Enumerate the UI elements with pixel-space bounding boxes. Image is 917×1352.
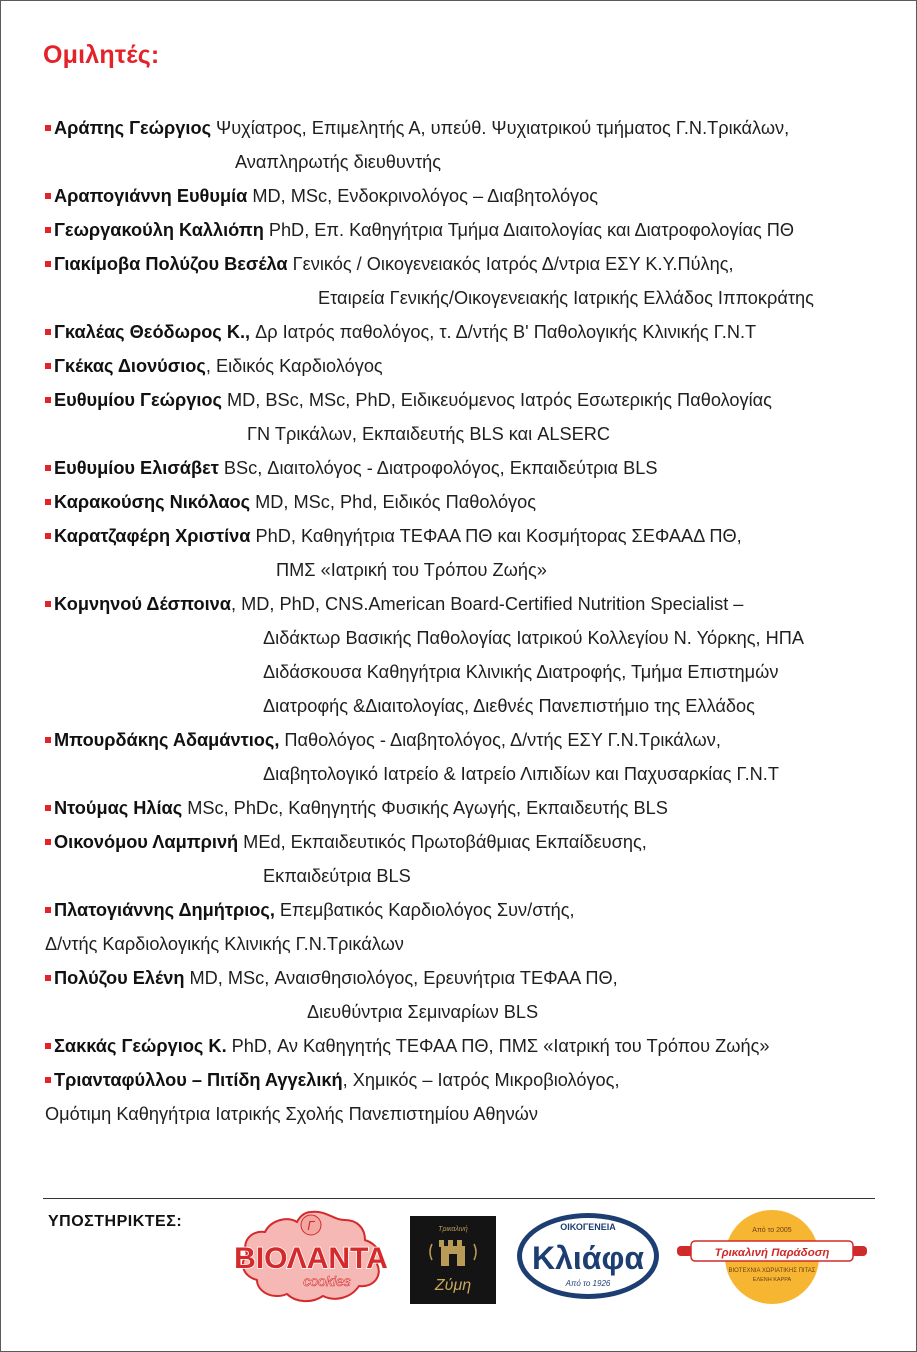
speaker-entry bbox=[45, 488, 905, 522]
speaker-role: PhD, Αν Καθηγητής ΤΕΦΑΑ ΠΘ, ΠΜΣ «Ιατρική του Τρόπου Ζωής» bbox=[231, 1036, 770, 1056]
speaker-role: Εκπαιδεύτρια BLS bbox=[263, 866, 411, 886]
speaker-name: Πλατογιάννης Δημήτριος, bbox=[54, 900, 275, 920]
speaker-line-cont bbox=[45, 148, 905, 182]
speaker-line-cont bbox=[45, 930, 905, 964]
bullet-icon bbox=[45, 1077, 51, 1083]
speaker-role: Παθολόγος - Διαβητολόγος, Δ/ντής ΕΣΥ Γ.Ν.Τρικάλων, bbox=[284, 730, 721, 750]
speaker-role: Γενικός / Οικογενειακός Ιατρός Δ/ντρια ΕΣΥ Κ.Υ.Πύλης, bbox=[292, 254, 734, 274]
speaker-name: Καρατζαφέρη Χριστίνα bbox=[54, 526, 251, 546]
speaker-entry bbox=[45, 182, 905, 216]
speaker-entry bbox=[45, 1066, 905, 1134]
speaker-entry bbox=[45, 964, 905, 1032]
speaker-role: MSc, PhDc, Καθηγητής Φυσικής Αγωγής, Εκπαιδευτής BLS bbox=[187, 798, 668, 818]
paradosi-sub2-text: ΕΛΕΝΗ ΚΑΡΡΑ bbox=[752, 1277, 792, 1283]
speaker-role: Επεμβατικός Καρδιολόγος Συν/στής, bbox=[279, 900, 575, 920]
speaker-role: , MD, PhD, CNS.American Board-Certified Nutrition Specialist – bbox=[230, 594, 744, 614]
bullet-icon bbox=[45, 805, 51, 811]
speaker-line-first bbox=[45, 1066, 905, 1100]
sponsors-label: ΥΠΟΣΤΗΡΙΚΤΕΣ: bbox=[48, 1213, 183, 1230]
speaker-line-first bbox=[45, 488, 905, 522]
speaker-name: Σακκάς Γεώργιος Κ. bbox=[54, 1036, 227, 1056]
speaker-role: MD, MSc, Αναισθησιολόγος, Ερευνήτρια ΤΕΦΑΑ ΠΘ, bbox=[189, 968, 618, 988]
speaker-entry bbox=[45, 794, 905, 828]
speaker-role: PhD, Καθηγήτρια ΤΕΦΑΑ ΠΘ και Κοσμήτορας ΣΕΦΑΑΔ ΠΘ, bbox=[255, 526, 742, 546]
speaker-line-cont bbox=[45, 692, 905, 726]
kliafa-logo bbox=[515, 1209, 661, 1301]
speaker-line-first bbox=[45, 114, 905, 148]
speaker-line-first bbox=[45, 386, 905, 420]
bullet-icon bbox=[45, 125, 51, 131]
speaker-name: Πολύζου Ελένη bbox=[54, 968, 185, 988]
speaker-name: Γκέκας Διονύσιος bbox=[54, 356, 206, 376]
zymi-top-text: Τρικαλινή bbox=[438, 1226, 468, 1233]
paradosi-top-text: Από το 2005 bbox=[752, 1227, 792, 1234]
speaker-role: ΠΜΣ «Ιατρική του Τρόπου Ζωής» bbox=[276, 560, 547, 580]
speaker-line-first bbox=[45, 522, 905, 556]
speaker-line-cont bbox=[45, 624, 905, 658]
speaker-line-cont bbox=[45, 1100, 905, 1134]
bullet-icon bbox=[45, 329, 51, 335]
speaker-role: PhD, Επ. Καθηγήτρια Τμήμα Διαιτολογίας και Διατροφολογίας ΠΘ bbox=[268, 220, 795, 240]
speaker-line-first bbox=[45, 1032, 905, 1066]
speaker-name: Γκαλέας Θεόδωρος Κ., bbox=[54, 322, 251, 342]
bullet-icon bbox=[45, 193, 51, 199]
speaker-entry bbox=[45, 522, 905, 590]
speaker-name: Ντούμας Ηλίας bbox=[54, 798, 183, 818]
speaker-line-cont bbox=[45, 284, 905, 318]
speaker-line-cont bbox=[45, 420, 905, 454]
speaker-name: Ευθυμίου Ελισάβετ bbox=[54, 458, 219, 478]
violanta-top-text: Γ bbox=[307, 1218, 315, 1233]
speaker-name: Γεωργακούλη Καλλιόπη bbox=[54, 220, 264, 240]
speaker-entry bbox=[45, 250, 905, 318]
speaker-line-first bbox=[45, 216, 905, 250]
speaker-line-first bbox=[45, 896, 905, 930]
bullet-icon bbox=[45, 533, 51, 539]
violanta-cookies-logo bbox=[231, 1206, 391, 1306]
bullet-icon bbox=[45, 465, 51, 471]
kliafa-sub-text: Από το 1926 bbox=[565, 1279, 611, 1288]
speaker-role: Διδάκτωρ Βασικής Παθολογίας Ιατρικού Κολλεγίου Ν. Υόρκης, ΗΠΑ bbox=[263, 628, 804, 648]
bullet-icon bbox=[45, 907, 51, 913]
speaker-line-first bbox=[45, 318, 905, 352]
violanta-name-text: ΒΙΟΛΑΝΤΑ bbox=[234, 1242, 388, 1275]
speaker-name: Κομνηνού Δέσποινα bbox=[54, 594, 231, 614]
speaker-line-first bbox=[45, 964, 905, 998]
speaker-name: Αράπης Γεώργιος bbox=[54, 118, 212, 138]
bullet-icon bbox=[45, 737, 51, 743]
speaker-role: Διατροφής &Διαιτολογίας, Διεθνές Πανεπιστήμιο της Ελλάδος bbox=[263, 696, 755, 716]
speaker-name: Τριανταφύλλου – Πιτίδη Αγγελική bbox=[54, 1070, 343, 1090]
speaker-line-cont bbox=[45, 556, 905, 590]
speaker-line-first bbox=[45, 726, 905, 760]
speaker-entry bbox=[45, 216, 905, 250]
speaker-entry bbox=[45, 318, 905, 352]
speaker-entry bbox=[45, 896, 905, 964]
castle-icon bbox=[439, 1240, 465, 1266]
trikalini-paradosi-logo bbox=[677, 1209, 867, 1305]
speaker-name: Ευθυμίου Γεώργιος bbox=[54, 390, 222, 410]
bullet-icon bbox=[45, 1043, 51, 1049]
speaker-name: Μπουρδάκης Αδαμάντιος, bbox=[54, 730, 280, 750]
kliafa-top-text: ΟΙΚΟΓΕΝΕΙΑ bbox=[560, 1222, 616, 1232]
speaker-line-cont bbox=[45, 658, 905, 692]
speaker-line-first bbox=[45, 828, 905, 862]
bullet-icon bbox=[45, 363, 51, 369]
speaker-line-first bbox=[45, 590, 905, 624]
speaker-role: ΓΝ Τρικάλων, Εκπαιδευτής BLS και ALSERC bbox=[247, 424, 611, 444]
speaker-role: MD, BSc, MSc, PhD, Ειδικευόμενος Ιατρός Εσωτερικής Παθολογίας bbox=[226, 390, 772, 410]
bullet-icon bbox=[45, 261, 51, 267]
speaker-role: Εταιρεία Γενικής/Οικογενειακής Ιατρικής Ελλάδος Ιπποκράτης bbox=[318, 288, 814, 308]
bullet-icon bbox=[45, 227, 51, 233]
speaker-role: Ψυχίατρος, Επιμελητής Α, υπεύθ. Ψυχιατρικού τμήματος Γ.Ν.Τρικάλων, bbox=[216, 118, 790, 138]
speaker-role: Αναπληρωτής διευθυντής bbox=[235, 152, 442, 172]
speaker-entry bbox=[45, 114, 905, 182]
kliafa-name-text: Κλιάφα bbox=[531, 1240, 645, 1276]
speaker-role: Δ/ντής Καρδιολογικής Κλινικής Γ.Ν.Τρικάλων bbox=[45, 934, 404, 954]
speaker-line-cont bbox=[45, 998, 905, 1032]
speaker-entry bbox=[45, 726, 905, 794]
speaker-entry bbox=[45, 386, 905, 454]
speaker-line-cont bbox=[45, 760, 905, 794]
speaker-entry bbox=[45, 454, 905, 488]
paradosi-sub-text: ΒΙΟΤΕΧΝΙΑ ΧΩΡΙΑΤΙΚΗΣ ΠΙΤΑΣ bbox=[728, 1268, 816, 1274]
speaker-name: Οικονόμου Λαμπρινή bbox=[54, 832, 239, 852]
speaker-role: MD, MSc, Phd, Ειδικός Παθολόγος bbox=[255, 492, 537, 512]
divider bbox=[43, 1198, 875, 1199]
speaker-role: MEd, Εκπαιδευτικός Πρωτοβάθμιας Εκπαίδευσης, bbox=[243, 832, 647, 852]
speaker-entry bbox=[45, 828, 905, 896]
speaker-list bbox=[45, 114, 905, 1134]
speaker-role: Ομότιμη Καθηγήτρια Ιατρικής Σχολής Πανεπιστημίου Αθηνών bbox=[45, 1104, 538, 1124]
speaker-line-first bbox=[45, 454, 905, 488]
speaker-name: Καρακούσης Νικόλαος bbox=[54, 492, 251, 512]
speaker-entry bbox=[45, 1032, 905, 1066]
speaker-line-first bbox=[45, 352, 905, 386]
bullet-icon bbox=[45, 601, 51, 607]
speaker-entry bbox=[45, 590, 905, 726]
violanta-sub-text: cookies bbox=[303, 1273, 351, 1289]
speaker-role: Διδάσκουσα Καθηγήτρια Κλινικής Διατροφής, Τμήμα Επιστημών bbox=[263, 662, 779, 682]
speaker-line-first bbox=[45, 182, 905, 216]
paradosi-name-text: Τρικαλινή Παράδοση bbox=[714, 1247, 830, 1259]
bullet-icon bbox=[45, 499, 51, 505]
bullet-icon bbox=[45, 839, 51, 845]
speaker-line-cont bbox=[45, 862, 905, 896]
zymi-name-text: Ζύμη bbox=[434, 1277, 472, 1294]
speaker-role: Δρ Ιατρός παθολόγος, τ. Δ/ντής Β' Παθολογικής Κλινικής Γ.Ν.Τ bbox=[255, 322, 757, 342]
speaker-role: , Χημικός – Ιατρός Μικροβιολόγος, bbox=[342, 1070, 620, 1090]
page-title: Ομιλητές: bbox=[43, 41, 160, 69]
speaker-line-first bbox=[45, 794, 905, 828]
speaker-entry bbox=[45, 352, 905, 386]
speaker-role: Διαβητολογικό Ιατρείο & Ιατρείο Λιπιδίων και Παχυσαρκίας Γ.Ν.Τ bbox=[263, 764, 779, 784]
speaker-role: Διευθύντρια Σεμιναρίων BLS bbox=[307, 1002, 539, 1022]
speaker-line-first bbox=[45, 250, 905, 284]
speaker-name: Γιακίμοβα Πολύζου Βεσέλα bbox=[54, 254, 288, 274]
speaker-name: Αραπογιάννη Ευθυμία bbox=[54, 186, 248, 206]
speaker-role: MD, MSc, Ενδοκρινολόγος – Διαβητολόγος bbox=[252, 186, 599, 206]
zymi-logo bbox=[410, 1216, 496, 1304]
speaker-role: , Ειδικός Καρδιολόγος bbox=[205, 356, 383, 376]
speaker-role: BSc, Διαιτολόγος - Διατροφολόγος, Εκπαιδεύτρια BLS bbox=[223, 458, 658, 478]
bullet-icon bbox=[45, 975, 51, 981]
bullet-icon bbox=[45, 397, 51, 403]
